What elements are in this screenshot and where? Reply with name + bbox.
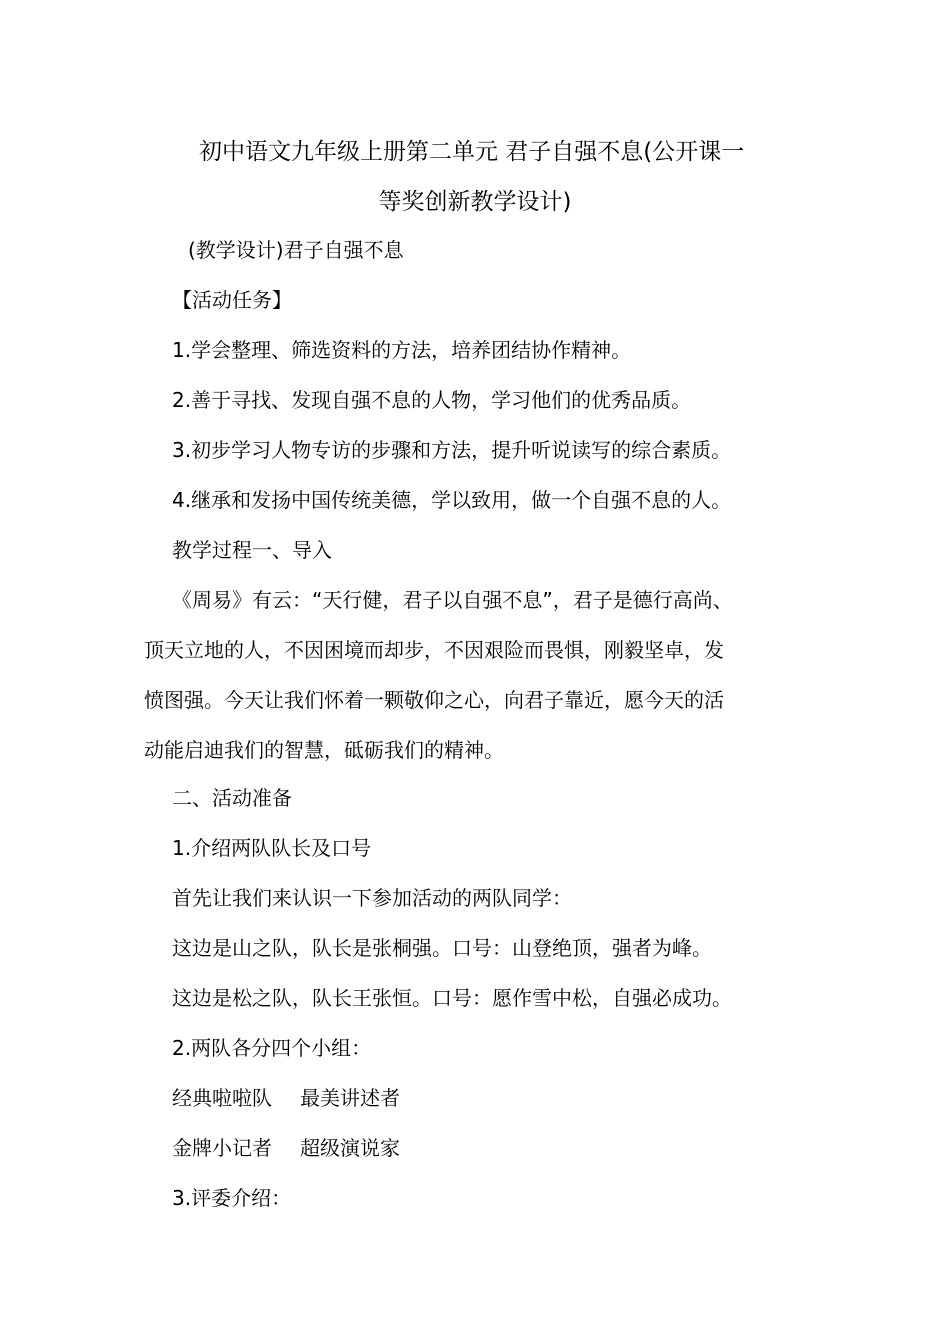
intro-paragraph-line: 顶天立地的人，不因困境而却步，不因艰险而畏惧，刚毅坚卓，发 [144,638,724,662]
team-pine-text: 这边是松之队，队长王张恒。口号：愿作雪中松，自强必成功。 [172,986,732,1010]
section-heading-preparation: 二、活动准备 [172,786,292,810]
document-title-line-1: 初中语文九年级上册第二单元 君子自强不息(公开课一 [199,139,745,165]
intro-paragraph-line: 动能启迪我们的智慧，砥砺我们的精神。 [144,738,504,762]
document-subtitle: (教学设计)君子自强不息 [188,238,404,262]
section-heading-activity-tasks: 【活动任务】 [172,288,292,312]
teams-intro-text: 首先让我们来认识一下参加活动的两队同学： [172,886,572,910]
document-title-line-2: 等奖创新教学设计) [378,189,572,215]
task-item-3: 3.初步学习人物专访的步骤和方法，提升听说读写的综合素质。 [172,438,732,462]
task-item-1: 1.学会整理、筛选资料的方法，培养团结协作精神。 [172,338,632,362]
group-name: 超级演说家 [300,1136,400,1160]
prep-item-1: 1.介绍两队队长及口号 [172,836,372,860]
task-item-4: 4.继承和发扬中国传统美德，学以致用，做一个自强不息的人。 [172,488,732,512]
intro-paragraph-line: 愤图强。今天让我们怀着一颗敬仰之心，向君子靠近，愿今天的活 [144,688,724,712]
intro-paragraph [144,575,806,775]
intro-paragraph-line: 《周易》有云：“天行健，君子以自强不息”，君子是德行高尚、 [172,588,733,612]
group-name: 最美讲述者 [300,1086,400,1110]
process-heading: 教学过程一、导入 [172,538,332,562]
prep-item-2: 2.两队各分四个小组： [172,1036,372,1060]
task-item-2: 2.善于寻找、发现自强不息的人物，学习他们的优秀品质。 [172,388,692,412]
prep-item-3: 3.评委介绍： [172,1186,292,1210]
group-name: 经典啦啦队 [172,1086,272,1110]
groups-row-1 [172,1083,400,1113]
team-mountain-text: 这边是山之队，队长是张桐强。口号：山登绝顶，强者为峰。 [172,936,712,960]
group-name: 金牌小记者 [172,1136,272,1160]
groups-row-2 [172,1133,400,1163]
